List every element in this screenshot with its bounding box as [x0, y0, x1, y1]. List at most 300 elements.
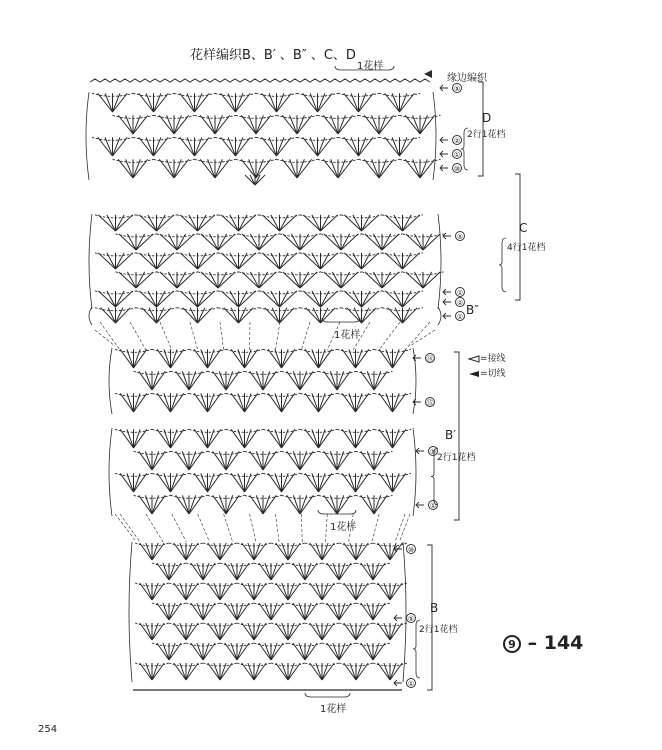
- band-bprime-bottom-fan: [268, 473, 295, 492]
- stitch-spoke: [305, 643, 317, 660]
- block-edge-connector: [410, 330, 435, 346]
- stitch-spoke: [344, 623, 356, 640]
- note-d-two-rows: 2行1花档: [467, 130, 506, 140]
- stitch-spoke: [288, 623, 300, 640]
- band-bprime-top-fan: [139, 371, 166, 390]
- band-bprime-bottom-fan: [139, 495, 166, 514]
- transition-line: [275, 514, 279, 542]
- band-bprime-top-fan: [194, 349, 221, 368]
- stitch-spoke: [356, 583, 368, 600]
- transition-line: [379, 322, 400, 350]
- band-bprime-bottom-side-edge: [413, 428, 416, 516]
- band-bprime-top-fan: [157, 349, 184, 368]
- band-bprime-top-side-edge: [109, 348, 112, 414]
- band-c-fan: [160, 234, 194, 250]
- band-bprime-top-fan: [305, 349, 332, 368]
- stitch-spoke: [344, 543, 356, 560]
- band-c-fan: [344, 215, 378, 231]
- band-bprime-bottom-fan: [194, 473, 221, 492]
- stitch-spoke: [293, 643, 305, 660]
- band-bprime-top-fan: [157, 393, 184, 412]
- row-marker-bprime-15: ⑮: [426, 399, 434, 407]
- row-marker-bprime-5: ⑤: [429, 448, 437, 456]
- band-bprime-top-fan: [305, 393, 332, 412]
- stitch-spoke: [237, 643, 249, 660]
- stitch-spoke: [157, 603, 169, 620]
- stitch-spoke: [361, 603, 373, 620]
- stitch-spoke: [390, 623, 402, 640]
- row-marker-b-10: ⑩: [407, 546, 415, 554]
- stitch-spoke: [140, 543, 152, 560]
- stitch-spoke: [225, 563, 237, 580]
- transition-line: [250, 514, 256, 542]
- stitch-spoke: [191, 603, 203, 620]
- stitch-spoke: [191, 563, 203, 580]
- stitch-spoke: [305, 563, 317, 580]
- band-c-fan: [221, 215, 255, 231]
- band-bprime-bottom-fan: [120, 429, 147, 448]
- stitch-spoke: [186, 583, 198, 600]
- stitch-spoke: [276, 583, 288, 600]
- stitch-spoke: [157, 563, 169, 580]
- note-b-two-rows: 2行1花档: [419, 625, 458, 635]
- band-c-fan: [262, 215, 296, 231]
- stitch-spoke: [169, 643, 181, 660]
- band-c-fan: [180, 215, 214, 231]
- band-d-side-edge: [433, 92, 436, 180]
- band-bprime-bottom-fan: [379, 429, 406, 448]
- band-c-fan: [201, 272, 235, 288]
- stitch-spoke: [403, 308, 410, 323]
- repeat-label-c: 1花样: [334, 330, 361, 341]
- band-c-fan: [242, 272, 276, 288]
- row-direction-arrow: [416, 448, 424, 454]
- stitch-spoke: [220, 623, 232, 640]
- stitch-spoke: [208, 623, 220, 640]
- band-bprime-top-fan: [379, 393, 406, 412]
- stitch-spoke: [174, 543, 186, 560]
- stitch-spoke: [254, 663, 266, 680]
- stitch-spoke: [169, 563, 181, 580]
- band-bdouble-side-edge: [89, 307, 92, 325]
- stitch-spoke: [322, 623, 334, 640]
- stitch-spoke: [259, 603, 271, 620]
- row-marker-c-1: ①: [456, 289, 464, 297]
- cut-thread-marker: [424, 70, 432, 78]
- repeat-label-top: 1花样: [357, 61, 384, 72]
- stitch-spoke: [140, 583, 152, 600]
- row-marker-bdouble-1: ①: [456, 313, 464, 321]
- legend-join: [466, 351, 506, 364]
- stitch-spoke: [186, 663, 198, 680]
- transition-line: [325, 514, 327, 542]
- band-bprime-top-fan: [213, 371, 240, 390]
- band-bprime-bottom-side-edge: [109, 428, 112, 516]
- band-bprime-top-fan: [268, 349, 295, 368]
- stitch-spoke: [390, 583, 402, 600]
- transition-line: [100, 322, 120, 350]
- transition-line: [172, 514, 187, 542]
- stitch-spoke: [152, 543, 164, 560]
- stitch-spoke: [203, 643, 215, 660]
- band-c-side-edge: [89, 214, 92, 309]
- stitch-spoke: [254, 623, 266, 640]
- stitch-spoke: [220, 663, 232, 680]
- band-bprime-bottom-fan: [213, 451, 240, 470]
- stitch-spoke: [276, 543, 288, 560]
- band-c-fan: [303, 291, 337, 307]
- stitch-spoke: [356, 623, 368, 640]
- band-bprime-top-fan: [342, 393, 369, 412]
- stitch-spoke: [271, 603, 283, 620]
- row-marker-d-1: ①: [453, 151, 461, 159]
- stitch-spoke: [293, 603, 305, 620]
- stitch-spoke: [373, 563, 385, 580]
- row-direction-arrow: [440, 137, 448, 143]
- figure-code: [503, 632, 583, 654]
- stitch-spoke: [186, 543, 198, 560]
- section-label-bdouble: B″: [466, 303, 479, 317]
- stitch-spoke: [237, 603, 249, 620]
- stitch-spoke: [293, 563, 305, 580]
- stitch-spoke: [186, 623, 198, 640]
- transition-line: [160, 322, 172, 350]
- stitch-spoke: [220, 543, 232, 560]
- band-bprime-bottom-fan: [120, 473, 147, 492]
- transition-line: [190, 322, 198, 350]
- legend-cut-text: =切线: [480, 369, 506, 379]
- section-label-c: C: [519, 221, 528, 235]
- stitch-spoke: [203, 603, 215, 620]
- band-bprime-bottom-fan: [176, 451, 203, 470]
- band-c-fan: [180, 291, 214, 307]
- stitch-spoke: [280, 308, 287, 323]
- stitch-spoke: [208, 583, 220, 600]
- stitch-spoke: [208, 663, 220, 680]
- row-marker-b-5: ⑤: [407, 615, 415, 623]
- block-edge-connector: [115, 514, 135, 540]
- stitch-spoke: [242, 663, 254, 680]
- stitch-spoke: [157, 643, 169, 660]
- band-bprime-top-fan: [120, 393, 147, 412]
- band-bprime-top-fan: [250, 371, 277, 390]
- note-bprime-two-rows: 2行1花档: [437, 453, 476, 463]
- stitch-spoke: [242, 543, 254, 560]
- stitch-spoke: [322, 543, 334, 560]
- row-direction-arrow: [394, 680, 402, 686]
- transition-line: [405, 322, 430, 350]
- stitch-spoke: [239, 308, 246, 323]
- stitch-spoke: [321, 308, 328, 323]
- band-bprime-bottom-fan: [268, 429, 295, 448]
- stitch-spoke: [203, 563, 215, 580]
- band-bprime-bottom-fan: [231, 473, 258, 492]
- stitch-spoke: [225, 603, 237, 620]
- band-c-fan: [180, 253, 214, 269]
- band-c-fan: [324, 272, 358, 288]
- stitch-spoke: [198, 308, 205, 323]
- stitch-spoke: [152, 583, 164, 600]
- band-c-fan: [98, 291, 132, 307]
- band-bprime-top-fan: [231, 393, 258, 412]
- band-bprime-bottom-fan: [287, 495, 314, 514]
- band-c-fan: [221, 291, 255, 307]
- band-c-fan: [303, 253, 337, 269]
- stitch-spoke: [140, 623, 152, 640]
- stitch-spoke: [259, 643, 271, 660]
- band-bprime-bottom-fan: [305, 429, 332, 448]
- band-c-fan: [98, 253, 132, 269]
- stitch-spoke: [310, 663, 322, 680]
- stitch-spoke: [237, 563, 249, 580]
- stitch-spoke: [361, 643, 373, 660]
- stitch-spoke: [390, 663, 402, 680]
- stitch-spoke: [288, 583, 300, 600]
- edge-label: 缘边编织: [447, 73, 487, 84]
- band-bprime-bottom-fan: [361, 495, 388, 514]
- stitch-spoke: [288, 663, 300, 680]
- row-direction-arrow: [443, 299, 451, 305]
- row-direction-arrow: [440, 151, 448, 157]
- band-bprime-top-fan: [379, 349, 406, 368]
- transition-line: [395, 514, 405, 542]
- stitch-spoke: [310, 583, 322, 600]
- stitch-spoke: [174, 583, 186, 600]
- stitch-spoke: [140, 663, 152, 680]
- stitch-spoke: [174, 663, 186, 680]
- row-direction-arrow: [440, 165, 448, 171]
- cut-symbol-icon: [466, 370, 480, 378]
- legend-cut: [466, 366, 506, 379]
- stitch-spoke: [169, 603, 181, 620]
- band-bprime-top-fan: [176, 371, 203, 390]
- band-d-side-edge: [86, 92, 89, 180]
- stitch-spoke: [361, 563, 373, 580]
- band-c-fan: [365, 234, 399, 250]
- stitch-spoke: [271, 563, 283, 580]
- stitch-spoke: [220, 583, 232, 600]
- band-bprime-bottom-fan: [157, 429, 184, 448]
- band-c-fan: [160, 272, 194, 288]
- stitch-spoke: [305, 603, 317, 620]
- edging-picot-row: [90, 79, 430, 82]
- band-c-fan: [262, 291, 296, 307]
- stitch-spoke: [116, 308, 123, 323]
- stitch-spoke: [288, 543, 300, 560]
- band-c-fan: [303, 215, 337, 231]
- band-c-fan: [406, 272, 440, 288]
- note-brace-c: [499, 238, 506, 292]
- stitch-spoke: [254, 583, 266, 600]
- transition-line: [130, 322, 146, 350]
- row-direction-arrow: [443, 233, 451, 239]
- band-b-side-edge: [129, 542, 132, 682]
- section-label-b: B: [430, 601, 439, 615]
- band-c-fan: [119, 234, 153, 250]
- transition-line: [301, 514, 302, 542]
- row-marker-bprime-1: ①: [429, 502, 437, 510]
- repeat-bracket-c: [322, 318, 360, 322]
- row-marker-bprime-18: ⑱: [426, 355, 434, 363]
- band-c-fan: [139, 291, 173, 307]
- stitch-spoke: [225, 643, 237, 660]
- band-c-fan: [262, 253, 296, 269]
- transition-line: [275, 322, 280, 350]
- transition-line: [372, 514, 379, 542]
- stitch-spoke: [322, 663, 334, 680]
- stitch-spoke: [327, 603, 339, 620]
- band-bprime-bottom-fan: [250, 451, 277, 470]
- band-bprime-top-fan: [361, 371, 388, 390]
- band-b-side-edge: [403, 542, 406, 682]
- stitch-spoke: [276, 623, 288, 640]
- band-bprime-bottom-fan: [324, 451, 351, 470]
- legend-join-text: =接线: [480, 354, 506, 364]
- row-marker-d-10: ⑩: [453, 165, 461, 173]
- band-bprime-bottom-fan: [342, 473, 369, 492]
- stitch-spoke: [242, 623, 254, 640]
- band-d-base-fan: [245, 175, 265, 185]
- block-edge-connector: [95, 330, 115, 346]
- row-direction-arrow: [416, 502, 424, 508]
- band-c-fan: [119, 272, 153, 288]
- band-c-fan: [324, 234, 358, 250]
- band-c-fan: [385, 253, 419, 269]
- band-bprime-bottom-fan: [194, 429, 221, 448]
- band-bprime-top-fan: [324, 371, 351, 390]
- band-bprime-top-fan: [231, 349, 258, 368]
- stitch-spoke: [276, 663, 288, 680]
- band-c-fan: [406, 234, 440, 250]
- stitch-spoke: [339, 603, 351, 620]
- band-c-fan: [283, 234, 317, 250]
- band-bprime-bottom-fan: [250, 495, 277, 514]
- section-bracket-d: [478, 82, 483, 176]
- stitch-spoke: [157, 308, 164, 323]
- row-marker-d-2: ②: [453, 137, 461, 145]
- stitch-spoke: [344, 663, 356, 680]
- stitch-spoke: [152, 663, 164, 680]
- band-c-fan: [139, 253, 173, 269]
- stitch-spoke: [191, 643, 203, 660]
- band-bprime-top-fan: [342, 349, 369, 368]
- stitch-spoke: [356, 663, 368, 680]
- stitch-spoke: [259, 563, 271, 580]
- stitch-spoke: [339, 643, 351, 660]
- band-bprime-bottom-fan: [231, 429, 258, 448]
- transition-line: [198, 514, 210, 542]
- block-edge-connector: [400, 514, 410, 540]
- stitch-spoke: [356, 543, 368, 560]
- repeat-bracket-b: [305, 693, 350, 697]
- transition-line: [146, 514, 163, 542]
- stitch-spoke: [378, 623, 390, 640]
- stitch-spoke: [271, 643, 283, 660]
- stitch-spoke: [373, 643, 385, 660]
- band-bdouble-side-edge: [438, 307, 441, 325]
- row-marker-b-1: ①: [407, 680, 415, 688]
- band-c-fan: [344, 291, 378, 307]
- row-direction-arrow: [440, 85, 448, 91]
- stitch-spoke: [378, 543, 390, 560]
- band-bprime-bottom-fan: [157, 473, 184, 492]
- join-symbol-icon: [466, 355, 480, 363]
- band-c-fan: [201, 234, 235, 250]
- section-label-bprime: B′: [445, 428, 456, 442]
- repeat-label-b: 1花样: [320, 704, 347, 715]
- band-bprime-bottom-fan: [342, 429, 369, 448]
- stitch-spoke: [362, 308, 369, 323]
- row-marker-d-5: ⑤: [453, 85, 461, 93]
- transition-line: [120, 514, 140, 542]
- stitch-spoke: [245, 175, 255, 185]
- band-bprime-bottom-fan: [324, 495, 351, 514]
- band-c-fan: [221, 253, 255, 269]
- band-bprime-top-fan: [268, 393, 295, 412]
- band-c-fan: [242, 234, 276, 250]
- stitch-spoke: [242, 583, 254, 600]
- stitch-spoke: [378, 663, 390, 680]
- row-direction-arrow: [443, 289, 451, 295]
- stitch-spoke: [327, 563, 339, 580]
- stitch-spoke: [310, 543, 322, 560]
- stitch-spoke: [373, 603, 385, 620]
- band-bprime-bottom-fan: [305, 473, 332, 492]
- section-bracket-b: [427, 545, 432, 690]
- transition-line: [301, 322, 310, 350]
- band-c-fan: [139, 215, 173, 231]
- stitch-spoke: [322, 583, 334, 600]
- band-c-fan: [344, 253, 378, 269]
- band-bprime-bottom-fan: [287, 451, 314, 470]
- section-bracket-c: [515, 174, 520, 300]
- band-bprime-bottom-fan: [176, 495, 203, 514]
- transition-line: [224, 514, 233, 542]
- stitch-spoke: [339, 563, 351, 580]
- band-bprime-top-fan: [120, 349, 147, 368]
- stitch-spoke: [378, 583, 390, 600]
- transition-line: [220, 322, 224, 350]
- band-c-fan: [283, 272, 317, 288]
- stitch-spoke: [152, 623, 164, 640]
- repeat-label-bprime: 1花样: [330, 522, 357, 533]
- row-direction-arrow: [443, 313, 451, 319]
- diagram-title: 花样编织B、B′ 、B″ 、C、D: [190, 48, 356, 63]
- band-c-fan: [385, 215, 419, 231]
- page-number: 254: [38, 724, 58, 735]
- stitch-spoke: [327, 643, 339, 660]
- band-bprime-bottom-fan: [139, 451, 166, 470]
- band-bprime-bottom-fan: [379, 473, 406, 492]
- band-bprime-bottom-fan: [361, 451, 388, 470]
- band-bprime-top-fan: [287, 371, 314, 390]
- stitch-spoke: [174, 623, 186, 640]
- band-bprime-top-fan: [194, 393, 221, 412]
- figure-code-circled: 9: [503, 635, 521, 653]
- stitch-spoke: [310, 623, 322, 640]
- row-direction-arrow: [394, 615, 402, 621]
- band-c-side-edge: [438, 214, 441, 309]
- band-c-fan: [365, 272, 399, 288]
- note-c-four-rows: 4行1花档: [507, 243, 546, 253]
- row-marker-c-5: ⑤: [456, 233, 464, 241]
- band-c-fan: [385, 291, 419, 307]
- stitch-spoke: [208, 543, 220, 560]
- row-marker-bdouble-2: ②: [456, 299, 464, 307]
- figure-code-number: – 144: [527, 632, 584, 654]
- stitch-spoke: [254, 543, 266, 560]
- section-label-d: D: [482, 111, 492, 125]
